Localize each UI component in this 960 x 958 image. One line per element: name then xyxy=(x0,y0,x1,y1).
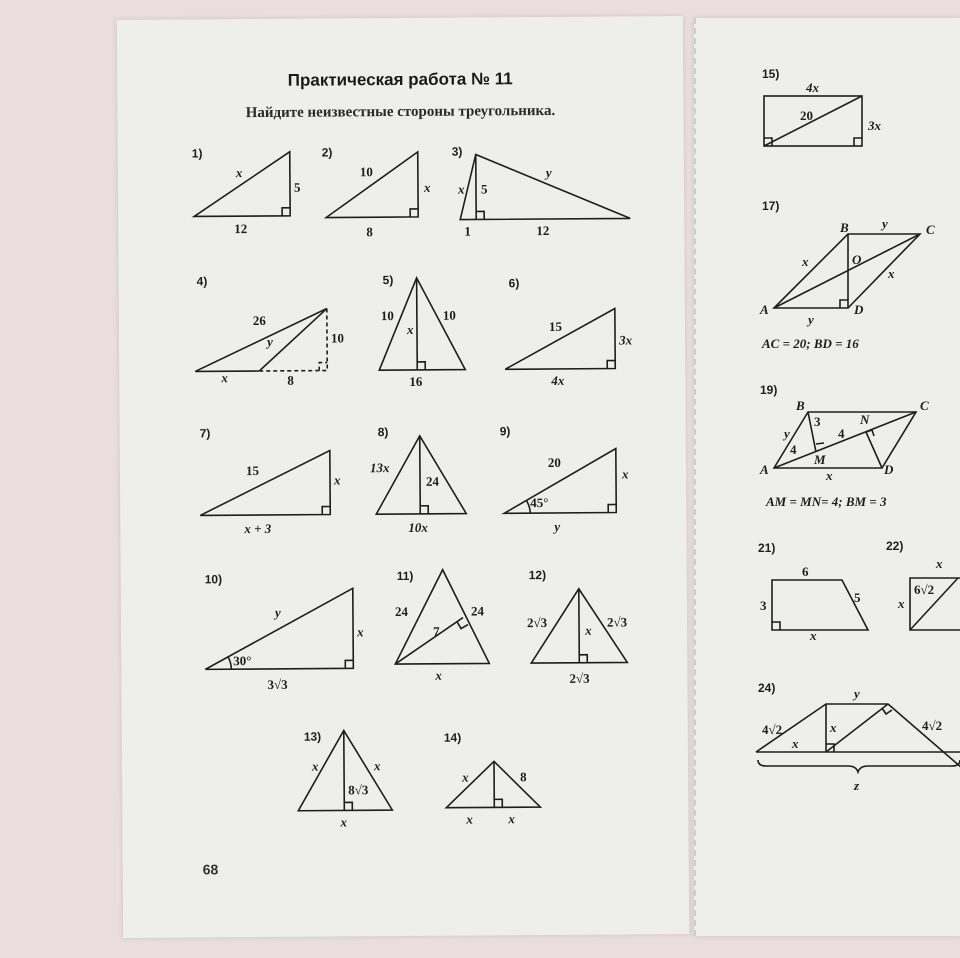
side-label: y xyxy=(545,164,552,180)
vertex-label: B xyxy=(840,220,849,235)
right-angle-mark xyxy=(816,443,824,444)
bracket xyxy=(758,760,960,772)
right-angle-mark xyxy=(607,361,615,369)
altitude xyxy=(395,618,463,664)
vertex-label: A xyxy=(760,462,769,477)
right-angle-mark xyxy=(476,211,484,219)
side-label: 5 xyxy=(293,179,301,195)
problem-number: 24) xyxy=(758,681,776,695)
right-angle-mark xyxy=(854,138,862,146)
point-label: M xyxy=(814,452,826,467)
side-label: x xyxy=(888,266,895,281)
side-label: 2√3 xyxy=(526,614,548,631)
side-label: 4 xyxy=(838,426,845,441)
side-label: x xyxy=(792,736,799,751)
side-label: 4√2 xyxy=(922,718,943,733)
side-label: 3 xyxy=(814,414,821,429)
vertex-label: A xyxy=(760,302,769,317)
side-label: x xyxy=(373,758,381,774)
side-label: 3x xyxy=(868,118,881,133)
condition-text: AC = 20; BD = 16 xyxy=(762,336,859,351)
problem-number: 10) xyxy=(204,572,223,587)
side-label: 4x xyxy=(806,80,819,95)
side-label: x + 3 xyxy=(244,520,272,537)
side-label: 20 xyxy=(547,454,561,470)
problem-22 xyxy=(886,539,960,630)
right-angle-mark xyxy=(420,506,428,514)
side-label: 8 xyxy=(520,769,527,785)
diagonal xyxy=(774,234,920,308)
right-angle-mark xyxy=(282,208,290,216)
problem-8 xyxy=(370,425,467,536)
side-label: 20 xyxy=(800,108,813,123)
side-label: 4 xyxy=(790,442,797,457)
side-label: y xyxy=(274,604,281,620)
side-label: x xyxy=(621,466,629,482)
side-label: 15 xyxy=(548,318,563,334)
side-label: x xyxy=(936,556,943,571)
problem-14 xyxy=(444,730,541,827)
task-instruction: Найдите неизвестные стороны треугольника. xyxy=(245,102,556,122)
altitude xyxy=(420,436,421,514)
side-label: x xyxy=(508,811,515,827)
triangle xyxy=(194,152,290,217)
side-label: 8√3 xyxy=(348,782,369,798)
side-label: 10 xyxy=(380,308,394,324)
right-angle-mark xyxy=(322,507,330,515)
side-label: 10 xyxy=(359,164,373,180)
problem-17 xyxy=(759,199,935,351)
problem-number: 1) xyxy=(191,146,203,161)
side-label: 24 xyxy=(394,603,408,620)
vertex-label: C xyxy=(926,222,935,237)
side-label: 2√3 xyxy=(606,614,628,630)
problem-number: 6) xyxy=(508,276,520,291)
problem-13 xyxy=(298,729,393,830)
problem-number: 19) xyxy=(760,383,778,397)
side-label: y xyxy=(808,312,814,327)
problem-number: 3) xyxy=(451,144,463,159)
side-label: y xyxy=(784,426,790,441)
angle-label: 45° xyxy=(530,494,549,511)
side-label: 8 xyxy=(287,372,294,388)
problem-number: 22) xyxy=(886,539,904,553)
triangle xyxy=(205,588,354,669)
page-number: 68 xyxy=(202,861,219,878)
side-label: x xyxy=(898,596,905,611)
side-label: x xyxy=(423,179,431,195)
side-label: 15 xyxy=(245,463,260,479)
right-angle-mark xyxy=(457,622,468,629)
problem-number: 14) xyxy=(443,730,462,745)
perpendicular xyxy=(866,432,882,468)
triangle xyxy=(379,278,466,371)
problem-5 xyxy=(379,273,466,390)
altitude xyxy=(417,278,418,370)
problem-1 xyxy=(192,146,302,237)
problem-6 xyxy=(505,275,633,388)
problem-11 xyxy=(395,568,490,683)
side-label: 13x xyxy=(369,460,390,476)
triangle xyxy=(326,152,418,218)
side-label: y xyxy=(854,686,860,701)
problem-number: 9) xyxy=(499,424,511,439)
side-label: x xyxy=(357,624,364,640)
point-label: O xyxy=(852,252,862,267)
problem-number: 11) xyxy=(396,568,414,584)
side-label: 3x xyxy=(618,332,633,348)
side-label: 4√2 xyxy=(762,722,783,737)
left-figures xyxy=(117,16,689,940)
side-label: 10x xyxy=(408,519,428,535)
side-label: 4x xyxy=(551,372,565,388)
vertex-label: D xyxy=(884,462,894,477)
right-angle-mark xyxy=(608,505,616,513)
side-label: 26 xyxy=(252,312,266,329)
side-label: x xyxy=(802,254,809,269)
side-label: 16 xyxy=(409,373,423,389)
problem-number: 4) xyxy=(196,274,208,289)
right-angle-mark xyxy=(345,660,353,668)
side-label: x xyxy=(457,181,465,197)
side-label: 7 xyxy=(433,623,440,639)
diagonal xyxy=(764,96,862,146)
problem-number: 17) xyxy=(762,199,780,213)
right-angle-mark xyxy=(417,362,425,370)
triangle xyxy=(446,761,540,808)
right-angle-mark xyxy=(882,708,892,714)
side-label: 5 xyxy=(480,181,488,197)
problem-19 xyxy=(759,383,929,509)
right-angle-mark xyxy=(840,300,848,308)
problem-number: 2) xyxy=(321,145,333,160)
problem-21 xyxy=(758,541,868,643)
right-angle-mark xyxy=(772,622,780,630)
right-angle-mark xyxy=(494,799,502,807)
right-page xyxy=(694,18,960,936)
problem-10 xyxy=(205,571,365,692)
side-label: x xyxy=(585,622,592,638)
side-label: x xyxy=(830,720,837,735)
problem-12 xyxy=(527,567,628,686)
side-label: x xyxy=(340,814,347,830)
side-label: x xyxy=(221,370,228,386)
side-label: 5 xyxy=(854,590,861,605)
problem-9 xyxy=(500,423,630,534)
problem-number: 7) xyxy=(199,426,211,441)
problem-number: 15) xyxy=(762,67,780,81)
side-label: y xyxy=(266,333,273,349)
side-label: z xyxy=(854,778,860,793)
side-label: 6√2 xyxy=(914,582,935,597)
side-label: 24 xyxy=(470,603,484,619)
side-label: 2√3 xyxy=(569,670,590,686)
side-label: 12 xyxy=(234,221,248,237)
left-page xyxy=(117,16,689,938)
triangle xyxy=(200,451,330,516)
side-label: x xyxy=(235,165,243,181)
side-label: 8 xyxy=(366,224,373,240)
problem-4 xyxy=(195,273,345,388)
problem-number: 8) xyxy=(377,425,389,440)
altitude xyxy=(344,730,345,810)
angle-label: 30° xyxy=(233,653,252,669)
angle-arc xyxy=(228,657,231,669)
side-label: x xyxy=(311,758,319,774)
side-label: x xyxy=(333,472,341,488)
diagonal xyxy=(774,412,916,468)
side-label: 12 xyxy=(536,222,550,239)
problem-number: 12) xyxy=(528,568,547,583)
side-label: 6 xyxy=(802,564,809,579)
side-label: 3√3 xyxy=(267,676,288,692)
side-label: x xyxy=(466,811,473,827)
vertex-label: C xyxy=(920,398,929,413)
trapezoid-outline xyxy=(756,704,960,768)
side-label: 10 xyxy=(330,330,345,346)
vertex-label: B xyxy=(796,398,805,413)
side-label: x xyxy=(462,769,469,785)
side-label: 3 xyxy=(760,598,767,613)
side-label: x xyxy=(435,667,442,683)
condition-text: AM = MN= 4; BM = 3 xyxy=(766,494,887,509)
problem-15 xyxy=(762,67,882,146)
problem-number: 21) xyxy=(758,541,776,555)
side-label: y xyxy=(554,518,561,534)
right-figures xyxy=(696,18,960,938)
side-label: x xyxy=(810,628,817,643)
problem-7 xyxy=(200,425,342,536)
side-label: 10 xyxy=(442,307,456,323)
triangle xyxy=(505,309,615,370)
problem-2 xyxy=(322,145,432,240)
side-label: x xyxy=(406,321,414,337)
problem-number: 13) xyxy=(303,729,322,744)
problem-24 xyxy=(756,681,960,793)
right-angle-mark xyxy=(579,655,587,663)
side-label: 24 xyxy=(425,473,440,489)
vertex-label: D xyxy=(854,302,864,317)
problem-number: 5) xyxy=(382,273,394,288)
right-angle-mark xyxy=(344,802,352,810)
side-label: x xyxy=(826,468,833,483)
right-angle-mark xyxy=(319,363,327,371)
right-angle-mark xyxy=(410,209,418,217)
page-title: Практическая работа № 11 xyxy=(287,69,513,90)
problem-3 xyxy=(452,143,631,238)
side-label: y xyxy=(882,216,888,231)
trapezoid xyxy=(772,580,868,630)
side-label: 1 xyxy=(464,223,471,239)
altitude xyxy=(579,589,580,663)
point-label: N xyxy=(860,412,870,427)
